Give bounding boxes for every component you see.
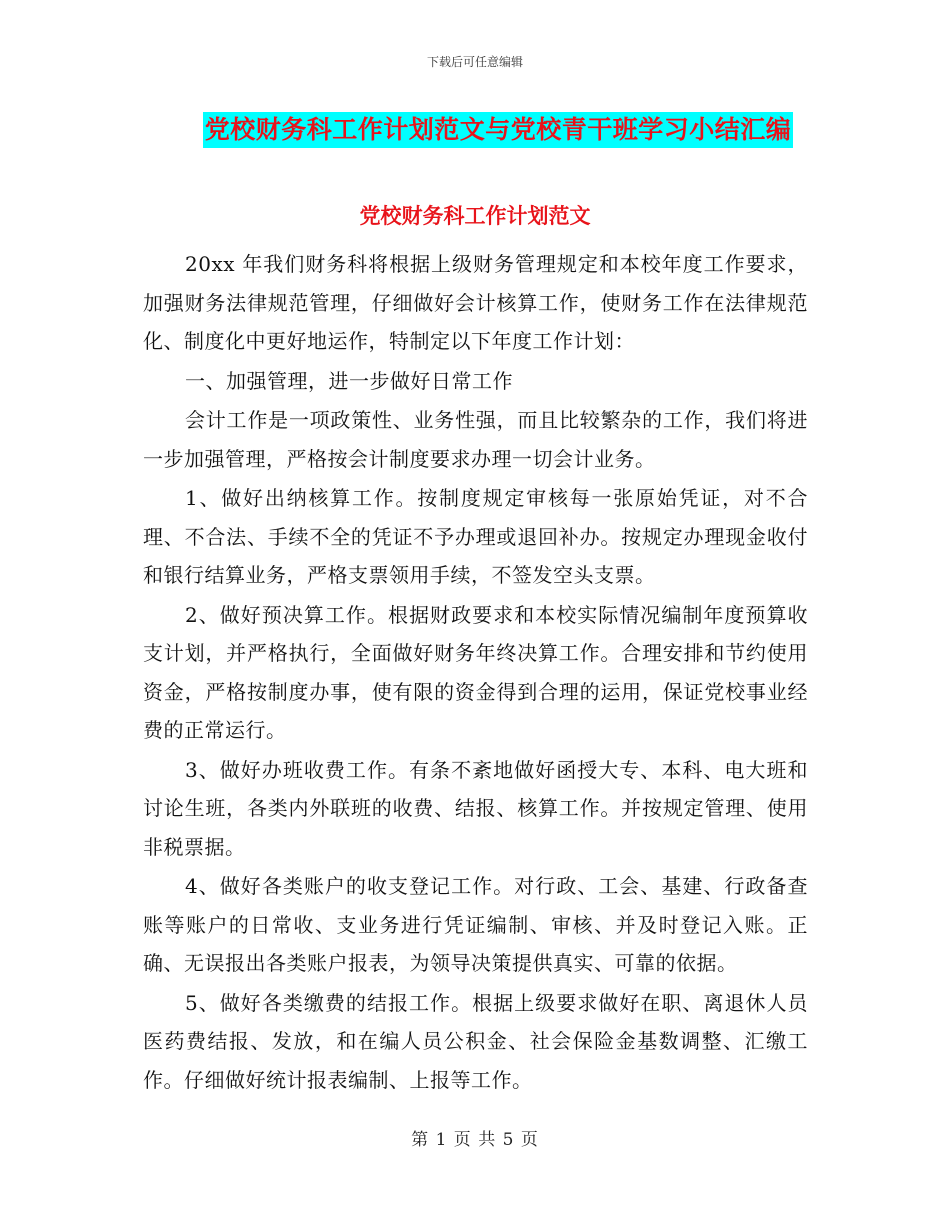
page-header-note: 下载后可任意编辑 [426, 55, 523, 69]
paragraph-item-1: 1、做好出纳核算工作。按制度规定审核每一张原始凭证，对不合理、不合法、手续不全的凭证不予办理或退回补办。按规定办理现金收付和银行结算业务，严格支票领用手续，不签发空头支票。 [143, 486, 808, 587]
page-footer-pagination: 第 1 页 共 5 页 [411, 1130, 539, 1150]
paragraph-item-4: 4、做好各类账户的收支登记工作。对行政、工会、基建、行政备查账等账户的日常收、支业务进行凭证编制、审核、并及时登记入账。正确、无误报出各类账户报表，为领导决策提供真实、可靠的依据。 [143, 874, 808, 975]
paragraph-item-3: 3、做好办班收费工作。有条不紊地做好函授大专、本科、电大班和讨论生班，各类内外联班的收费、结报、核算工作。并按规定管理、使用非税票据。 [143, 757, 808, 859]
paragraph-accounting-work: 会计工作是一项政策性、业务性强，而且比较繁杂的工作，我们将进一步加强管理，严格按会计制度要求办理一切会计业务。 [143, 408, 808, 471]
document-title-container [0, 112, 950, 148]
paragraph-intro: 20xx 年我们财务科将根据上级财务管理规定和本校年度工作要求，加强财务法律规范管理，仔细做好会计核算工作，使财务工作在法律规范化、制度化中更好地运作，特制定以下年度工作计划： [143, 252, 808, 353]
paragraph-heading-1: 一、加强管理，进一步做好日常工作 [185, 368, 513, 393]
document-title: 党校财务科工作计划范文与党校青干班学习小结汇编 [203, 112, 794, 148]
section-title: 党校财务科工作计划范文 [359, 204, 591, 228]
paragraph-item-2: 2、做好预决算工作。根据财政要求和本校实际情况编制年度预算收支计划，并严格执行，全面做好财务年终决算工作。合理安排和节约使用资金，严格按制度办事，使有限的资金得到合理的运用，保证党校事业经费的正常运行。 [143, 602, 808, 742]
document-body [143, 245, 808, 1100]
paragraph-item-5: 5、做好各类缴费的结报工作。根据上级要求做好在职、离退休人员医药费结报、发放，和在编人员公积金、社会保险金基数调整、汇缴工作。仔细做好统计报表编制、上报等工作。 [143, 990, 808, 1092]
